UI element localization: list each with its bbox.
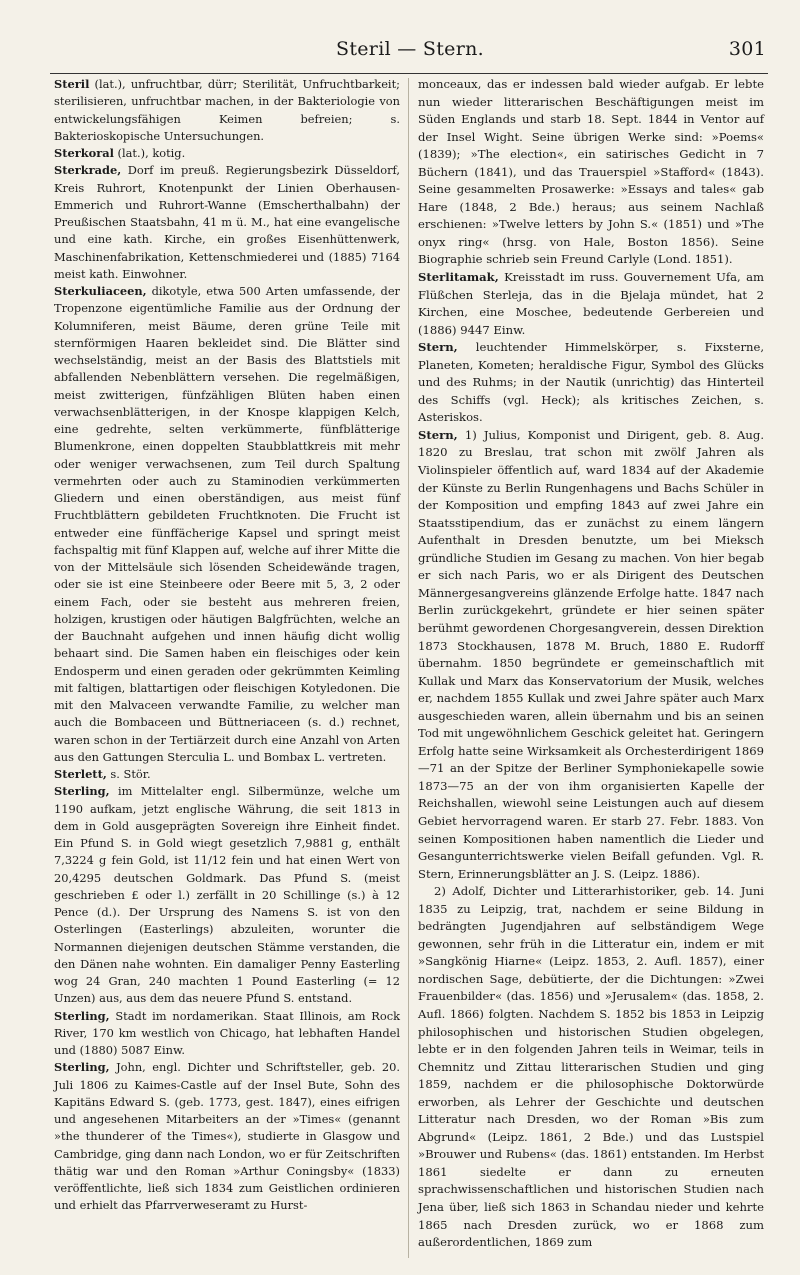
entry-text: im Mittelalter engl. Silbermünze, welche um 1190 aufkam, jetzt englische Währung, die seit 1813 in dem in Gold ausgeprägten Sovereign ihre Einheit findet. Ein Pfund S. in Gold wiegt gesetzlich 7,9881 g, enthält 7,3224 g fein Gold, ist 11/12 fein und hat einen Wert von 20,4295 deutschen Goldmark. Das Pfund S. (meist geschrieben £ oder l.) zerfällt in 20 Schillinge (s.) à 12 Pence (d.). Der Ursprung des Namens S. ist von den Osterlingen (Easterlings) abzuleiten, worunter die Normannen diejenigen deutschen Stämme verstanden, die den Dänen nahe wohnten. Ein damaliger Penny Easterling wog 24 Gran, 240 machten 1 Pound Easterling (= 12 Unzen) aus, aus dem das neuere Pfund S. entstand. bbox=[54, 784, 400, 1006]
dictionary-entry bbox=[418, 339, 764, 427]
dictionary-entry bbox=[54, 766, 400, 783]
entry-headword: Sterkuliaceen, bbox=[54, 284, 147, 298]
entry-headword: Steril bbox=[54, 77, 90, 91]
dictionary-entry bbox=[54, 145, 400, 162]
dictionary-entry bbox=[54, 1008, 400, 1060]
dictionary-entry bbox=[418, 269, 764, 339]
dictionary-entry bbox=[418, 427, 764, 883]
entry-text: (lat.), unfruchtbar, dürr; Sterilität, Unfruchtbarkeit; sterilisieren, unfruchtbar machen, in der Bakteriologie von entwickelungsfähigen Keimen befreien; s. Bakterioskopische Untersuchungen. bbox=[54, 77, 400, 143]
entry-text: s. Stör. bbox=[106, 767, 151, 781]
dictionary-entry bbox=[418, 883, 764, 1251]
entry-headword: Sterling, bbox=[54, 784, 110, 799]
dictionary-entry bbox=[418, 76, 764, 269]
entry-text: Stadt im nordamerikan. Staat Illinois, am Rock River, 170 km westlich von Chicago, hat lebhaften Handel und (1880) 5087 Einw. bbox=[54, 1008, 400, 1057]
entry-text: 2) Adolf, Dichter und Litterarhistoriker, geb. 14. Juni 1835 zu Leipzig, trat, nachdem er seine Bildung in bedrängten Jugendjahren auf selbständigem Wege gewonnen, sehr früh in die Litteratur ein, indem er mit »Sangkönig Hiarne« (Leipz. 1853, 2. Aufl. 1857), einer nordischen Sage, debütierte, der die Dichtungen: »Zwei Frauenbilder« (das. 1856) und »Jerusalem« (das. 1858, 2. Aufl. 1866) folgten. Nachdem S. 1852 bis 1853 in Leipzig philosophischen und historischen Studien obgelegen, lebte er in den folgenden Jahren teils in Weimar, teils in Chemnitz und Zittau litterarischen Studien und ging 1859, nachdem er die philosophische Doktorwürde erworben, als Lehrer der Geschichte und deutschen Litteratur nach Dresden, wo der Roman »Bis zum Abgrund« (Leipz. 1861, 2 Bde.) und das Lustspiel »Brouwer und Rubens« (das. 1861) entstanden. Im Herbst 1861 siedelte er dann zu erneuten sprachwissenschaftlichen und historischen Studien nach Jena über, ließ sich 1863 in Schandau nieder und kehrte 1865 nach Dresden zurück, wo er 1868 zum außerordentlichen, 1869 zum bbox=[418, 884, 764, 1250]
entry-text: Kreisstadt im russ. Gouvernement Ufa, am Flüßchen Sterleja, das in die Bjelaja mündet, hat 2 Kirchen, eine Moschee, bedeutende Gerbereien und (1886) 9447 Einw. bbox=[418, 270, 764, 337]
column-divider bbox=[408, 78, 409, 1258]
entry-text: (lat.), kotig. bbox=[113, 146, 186, 160]
entry-headword: Sterkrade, bbox=[54, 163, 122, 178]
entry-headword: Stern, bbox=[418, 340, 458, 355]
right-column bbox=[418, 76, 764, 1252]
entry-text: John, engl. Dichter und Schriftsteller, geb. 20. Juli 1806 zu Kaimes-Castle auf der Insel Bute, Sohn des Kapitäns Edward S. (geb. 1773, gest. 1847), eines eifrigen und angesehenen Mitarbeiters an der »Times« (genannt »the thunderer of the Times«), studierte in Glasgow und Cambridge, ging dann nach London, wo er für Zeitschriften thätig war und den Roman »Arthur Coningsby« (1833) veröffentlichte, ließ sich 1834 zum Geistlichen ordinieren und erhielt das Pfarrverweseramt zu Hurst- bbox=[54, 1060, 400, 1213]
entry-text: monceaux, das er indessen bald wieder aufgab. Er lebte nun wieder litterarischen Beschäftigungen meist im Süden Englands und starb 18. Sept. 1844 in Ventor auf der Insel Wight. Seine übrigen Werke sind: »Poems« (1839); »The election«, ein satirisches Gedicht in 7 Büchern (1841), und das Trauerspiel »Stafford« (1843). Seine gesammelten Prosawerke: »Essays and tales« gab Hare (1848, 2 Bde.) heraus; aus seinem Nachlaß erschienen: »Twelve letters by John S.« (1851) und »The onyx ring« (hrsg. von Hale, Boston 1856). Seine Biographie schrieb sein Freund Carlyle (Lond. 1851). bbox=[418, 77, 764, 267]
page-header bbox=[54, 38, 766, 68]
dictionary-entry bbox=[54, 1059, 400, 1214]
entry-headword: Sterling, bbox=[54, 1060, 110, 1075]
entry-text: dikotyle, etwa 500 Arten umfassende, der Tropenzone eigentümliche Familie aus der Ordnung der Kolumniferen, meist Bäume, deren grüne Teile mit sternförmigen Haaren bekleidet sind. Die Blätter sind wechselständig, meist an der Basis des Blattstiels mit abfallenden Nebenblättern versehen. Die regelmäßigen, meist zwitterigen, fünfzähligen Blüten haben einen verwachsenblätterigen, in der Knospe klappigen Kelch, eine gedrehte, selten verkümmerte, fünfblätterige Blumenkrone, einen doppelten Staubblattkreis mit mehr oder weniger verwachsenen, zum Teil durch Spaltung vermehrten oder auch zu Staminodien verkümmerten Gliedern und einen oberständigen, aus meist fünf Fruchtblättern gebildeten Fruchtknoten. Die Frucht ist entweder eine fünffächerige Kapsel und springt meist fachspaltig mit fünf Klappen auf, welche auf ihrer Mitte die von der Mittelsäule sich lösenden Scheidewände tragen, oder sie ist eine Steinbeere oder Beere mit 5, 3, 2 oder einem Fach, oder sie besteht aus mehreren freien, holzigen, krustigen oder häutigen Balgfrüchten, welche an der Bauchnaht aufgehen und innen häufig dicht wollig behaart sind. Die Samen haben ein fleischiges oder kein Endosperm und einen geraden oder gekrümmten Keimling mit faltigen, blattartigen oder fleischigen Kotyledonen. Die mit den Malvaceen verwandte Familie, zu welcher man auch die Bombaceen und Büttneriaceen (s. d.) rechnet, waren schon in der Tertiärzeit durch eine Anzahl von Arten aus den Gattungen Sterculia L. und Bombax L. vertreten. bbox=[54, 284, 400, 764]
entry-headword: Sterkoral bbox=[54, 146, 114, 160]
entry-headword: Sterlitamak, bbox=[418, 270, 499, 285]
entry-text: 1) Julius, Komponist und Dirigent, geb. 8. Aug. 1820 zu Breslau, trat schon mit zwölf Jahren als Violinspieler öffentlich auf, ward 1834 auf der Akademie der Künste zu Berlin Rungenhagens und Bachs Schüler in der Komposition und empfing 1843 auf zwei Jahre ein Staatsstipendium, das er zunächst zu einem längern Aufenthalt in Dresden benutzte, um bei Mieksch gründliche Studien im Gesang zu machen. Von hier begab er sich nach Paris, wo er als Dirigent des Deutschen Männergesangvereins glänzende Erfolge hatte. 1847 nach Berlin zurückgekehrt, gründete er hier seinen später berühmt gewordenen Chorgesangverein, dessen Direktion 1873 Stockhausen, 1878 M. Bruch, 1880 E. Rudorff übernahm. 1850 begründete er gemeinschaftlich mit Kullak und Marx das Konservatorium der Musik, welches er, nachdem 1855 Kullak und zwei Jahre später auch Marx ausgeschieden waren, allein übernahm und bis an seinen Tod mit ungewöhnlichem Geschick geleitet hat. Geringern Erfolg hatte seine Wirksamkeit als Orchesterdirigent 1869—71 an der Spitze der Berliner Symphoniekapelle sowie 1873—75 an der von ihm organisierten Kapelle der Reichshallen, wiewohl seine Leistungen auch auf diesem Gebiet hervorragend waren. Er starb 27. Febr. 1883. Von seinen Kompositionen haben namentlich die Lieder und Gesangunterrichtswerke vielen Beifall gefunden. Vgl. R. Stern, Erinnerungsblätter an J. S. (Leipz. 1886). bbox=[418, 427, 764, 881]
dictionary-entry bbox=[54, 162, 400, 283]
running-title: Steril — Stern. bbox=[336, 38, 484, 60]
dictionary-entry bbox=[54, 283, 400, 766]
entry-headword: Sterlett, bbox=[54, 767, 107, 781]
entry-text: Dorf im preuß. Regierungsbezirk Düsseldorf, Kreis Ruhrort, Knotenpunkt der Linien Oberhausen-Emmerich und Ruhrort-Wanne (Emscherthalbahn) der Preußischen Staatsbahn, 41 m ü. M., hat eine evangelische und eine kath. Kirche, ein großes Eisenhüttenwerk, Maschinenfabrikation, Kettenschmiederei und (1885) 7164 meist kath. Einwohner. bbox=[54, 163, 400, 281]
dictionary-entry bbox=[54, 783, 400, 1007]
page-number: 301 bbox=[728, 38, 766, 60]
left-column bbox=[54, 76, 400, 1215]
entry-text: leuchtender Himmelskörper, s. Fixsterne, Planeten, Kometen; heraldische Figur, Symbol des Glücks und des Ruhms; in der Nautik (unrichtig) das Hinterteil des Schiffs (vgl. Heck); als kritisches Zeichen, s. Asteriskos. bbox=[418, 340, 764, 425]
dictionary-entry bbox=[54, 76, 400, 145]
header-rule bbox=[50, 73, 768, 74]
entry-headword: Stern, bbox=[418, 427, 458, 442]
entry-headword: Sterling, bbox=[54, 1008, 110, 1023]
